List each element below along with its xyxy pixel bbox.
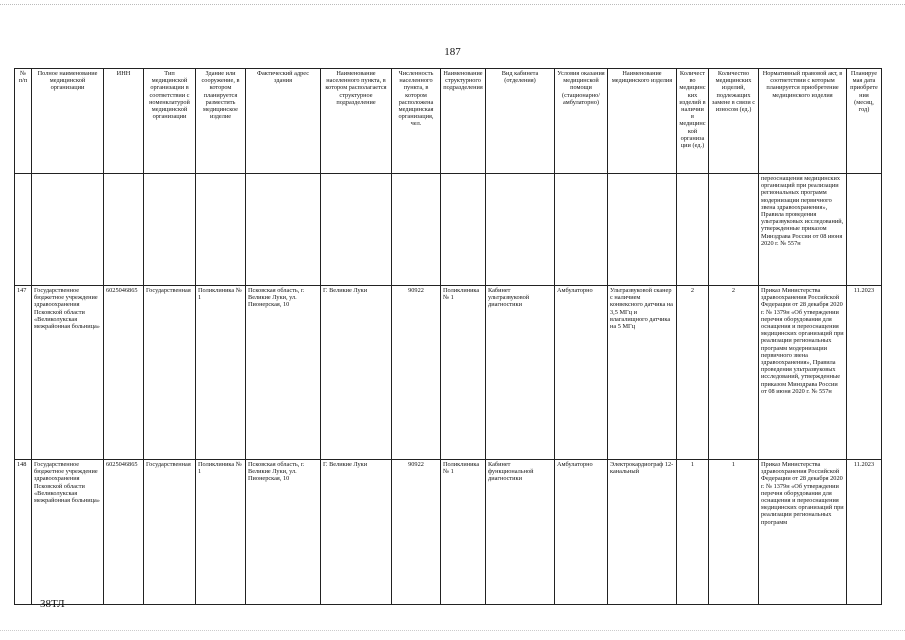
unit-cell: Поликлиника № 1: [441, 286, 486, 460]
header-cell: Количество медицинских изделий, подлежащих замене в связи с износом (ед.): [709, 69, 759, 174]
page-number: 187: [444, 46, 461, 58]
cabinet-cell: Кабинет ультразвуковой диагностики: [486, 286, 555, 460]
header-cell: Численность населенного пункта, в котором расположена медицинская организация, чел.: [392, 69, 441, 174]
org-type-cell: Государственная: [144, 286, 196, 460]
address-cell: Псковская область, г. Великие Луки, ул. Пионерская, 10: [246, 286, 321, 460]
qty-replace-cell: 1: [709, 460, 759, 605]
header-cell: Количество медицинских изделий в наличии в медицинской организации (ед.): [677, 69, 709, 174]
org-type-cell: Государственная: [144, 460, 196, 605]
qty-replace-cell: 2: [709, 286, 759, 460]
footer-code: 38ТЛ: [40, 598, 65, 610]
equipment-table: [14, 68, 882, 605]
header-cell: Условия оказания медицинской помощи (стационарно/ амбулаторно): [555, 69, 608, 174]
population-cell: 90922: [392, 286, 441, 460]
row-number: 148: [15, 460, 32, 605]
header-cell: Планируемая дата приобретения (месяц, год): [847, 69, 882, 174]
purchase-date-cell: 11.2023: [847, 286, 882, 460]
cabinet-cell: Кабинет функциональной диагностики: [486, 460, 555, 605]
header-row: [15, 69, 882, 174]
device-cell: Ультразвуковой сканер с наличием конвексного датчика на 3,5 МГц и влагалищного датчика на 5 МГц: [608, 286, 677, 460]
header-cell: Полное наименование медицинской организации: [32, 69, 104, 174]
header-cell: Наименование структурного подразделения: [441, 69, 486, 174]
inn-cell: 6025046865: [104, 286, 144, 460]
unit-cell: Поликлиника № 1: [441, 460, 486, 605]
building-cell: Поликлиника № 1: [196, 460, 246, 605]
scan-bottom-edge: [0, 630, 905, 632]
header-cell: Нормативный правовой акт, в соответствии с которым планируется приобретение медицинского изделия: [759, 69, 847, 174]
continuation-act-cell: переоснащения медицинских организаций при реализации региональных программ модернизации первичного звена здравоохранения», Правила проведения ультразвуковых исследований, утвержденные приказом Минздрава России от 08 июня 2020 г. № 557н: [759, 174, 847, 286]
device-cell: Электрокардиограф 12-канальный: [608, 460, 677, 605]
legal-act-cell: Приказ Министерства здравоохранения Российской Федерации от 28 декабря 2020 г. № 1379н «Об утверждении перечня оборудования для оснащения и переоснащения медицинских организаций при реализации региональных программ: [759, 460, 847, 605]
qty-available-cell: 2: [677, 286, 709, 460]
table-row: [15, 460, 882, 605]
legal-act-cell: Приказ Министерства здравоохранения Российской Федерации от 28 декабря 2020 г. № 1379н «Об утверждении перечня оборудования для оснащения и переоснащения медицинских организаций при реализации региональных программ модернизации первичного звена здравоохранения», Правила проведения ультразвуковых исследований, утвержденные приказом Минздрава России от 08 июня 2020 г. № 557н: [759, 286, 847, 460]
scan-top-edge: [0, 4, 905, 6]
purchase-date-cell: 11.2023: [847, 460, 882, 605]
header-cell: Фактический адрес здания: [246, 69, 321, 174]
locality-cell: Г. Великие Луки: [321, 286, 392, 460]
table-row: [15, 286, 882, 460]
inn-cell: 6025046865: [104, 460, 144, 605]
organization-name: Государственное бюджетное учреждение здравоохранения Псковской области «Великолукская межрайонная больница»: [32, 286, 104, 460]
header-cell: Здание или сооружение, в котором планируется разместить медицинское изделие: [196, 69, 246, 174]
locality-cell: Г. Великие Луки: [321, 460, 392, 605]
header-cell: Наименование населенного пункта, в котором располагается структурное подразделение: [321, 69, 392, 174]
row-number: 147: [15, 286, 32, 460]
conditions-cell: Амбулаторно: [555, 286, 608, 460]
continuation-row: [15, 174, 882, 286]
building-cell: Поликлиника № 1: [196, 286, 246, 460]
qty-available-cell: 1: [677, 460, 709, 605]
address-cell: Псковская область, г. Великие Луки, ул. Пионерская, 10: [246, 460, 321, 605]
population-cell: 90922: [392, 460, 441, 605]
conditions-cell: Амбулаторно: [555, 460, 608, 605]
header-cell: № п/п: [15, 69, 32, 174]
header-cell: Тип медицинской организации в соответствии с номенклатурой медицинской организации: [144, 69, 196, 174]
header-cell: ИНН: [104, 69, 144, 174]
header-cell: Вид кабинета (отделения): [486, 69, 555, 174]
header-cell: Наименование медицинского изделия: [608, 69, 677, 174]
organization-name: Государственное бюджетное учреждение здравоохранения Псковской области «Великолукская межрайонная больница»: [32, 460, 104, 605]
